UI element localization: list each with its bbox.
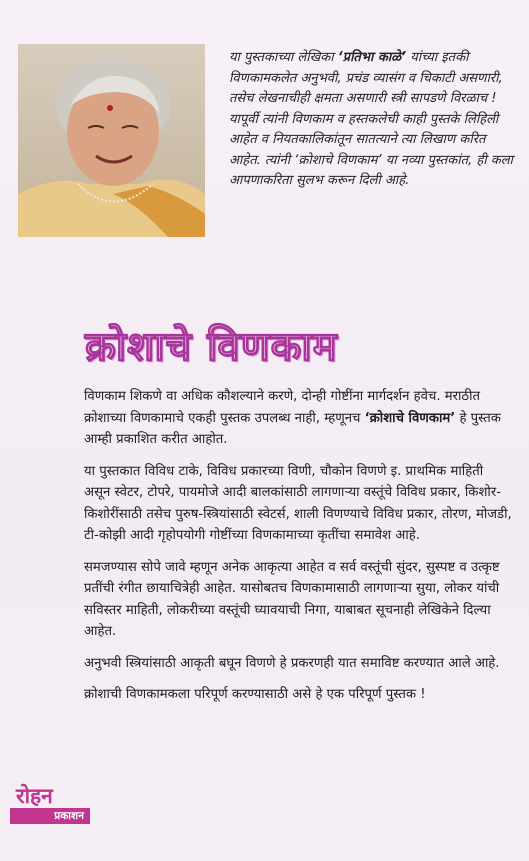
publisher-tag: प्रकाशन [10,808,90,824]
author-bio-intro: या पुस्तकाच्या लेखिका [229,50,338,65]
author-portrait-image [18,44,205,237]
description-p1-book-name: ‘क्रोशाचे विणकाम’ [364,410,456,426]
book-description [84,386,512,716]
publisher-name: रोहन [16,784,53,808]
description-paragraph-2: या पुस्तकात विविध टाके, विविध प्रकारच्या विणी, चौकोन विणणे इ. प्राथमिक माहिती असून स्वेटर, टोपरे, पायमोजे आदी बालकांसाठी लागणाऱ्या वस्तूंचे विविध प्रकार, किशोर-किशोरींसाठी तसेच पुरुष-स्त्रियांसाठी स्वेटर्स, शाली विणण्याचे विविध प्रकार, तोरण, मोजडी, टी-कोझी आदी गृहोपयोगी गोष्टींच्या विणकामाच्या कृतींचा समावेश आहे. [84,463,512,543]
description-p1-text-b: हे पुस्तक आम्ही प्रकाशित करीत आहोत. [84,410,501,447]
author-bio [229,48,514,192]
author-name: ‘प्रतिभा काळे’ [337,50,407,65]
description-paragraph-5: क्रोशाची विणकामकला परिपूर्ण करण्यासाठी असे हे एक परिपूर्ण पुस्तक ! [84,687,426,702]
author-photo [18,44,205,237]
book-title: क्रोशाचे विणकाम [85,324,338,370]
author-bio-text: यांच्या इतकी विणकामकलेत अनुभवी, प्रचंड व्यासंग व चिकाटी असणारी, तसेच लेखनाचीही क्षमता असणारी स्त्री सापडणे विरळाच ! यापूर्वी त्यांनी विणकाम व हस्तकलेची काही पुस्तके लिहिली आहेत व नियतकालिकांतून सातत्याने त्या लिखाण करित आहेत. त्यांनी ‘क्रोशाचे विणकाम’ या नव्या पुस्तकांत, ही कला आपणाकरिता सुलभ करून दिली आहे. [229,50,513,188]
description-paragraph-4: अनुभवी स्त्रियांसाठी आकृती बघून विणणे हे प्रकरणही यात समाविष्ट करण्यात आले आहे. [84,655,500,671]
description-paragraph-1 [84,386,512,451]
description-p1-text-a: विणकाम शिकणे वा अधिक कौशल्याने करणे, दोन्ही गोष्टींना मार्गदर्शन हवेच. मराठीत क्रोशाच्या विणकामाचे एकही पुस्तक उपलब्ध नाही, म्हणूनच [84,389,480,426]
publisher-logo [10,784,92,822]
description-paragraph-3: समजण्यास सोपे जावे म्हणून अनेक आकृत्या आहेत व सर्व वस्तूंची सुंदर, सुस्पष्ट व उत्कृष्ट प्रतींची रंगीत छायाचित्रेही आहेत. यासोबतच विणकामासाठी लागणाऱ्या सुया, लोकर यांची सविस्तर माहिती, लोकरीच्या वस्तूंची घ्यावयाची निगा, याबाबत सूचनाही लेखिकेने दिल्या आहेत. [84,559,500,639]
